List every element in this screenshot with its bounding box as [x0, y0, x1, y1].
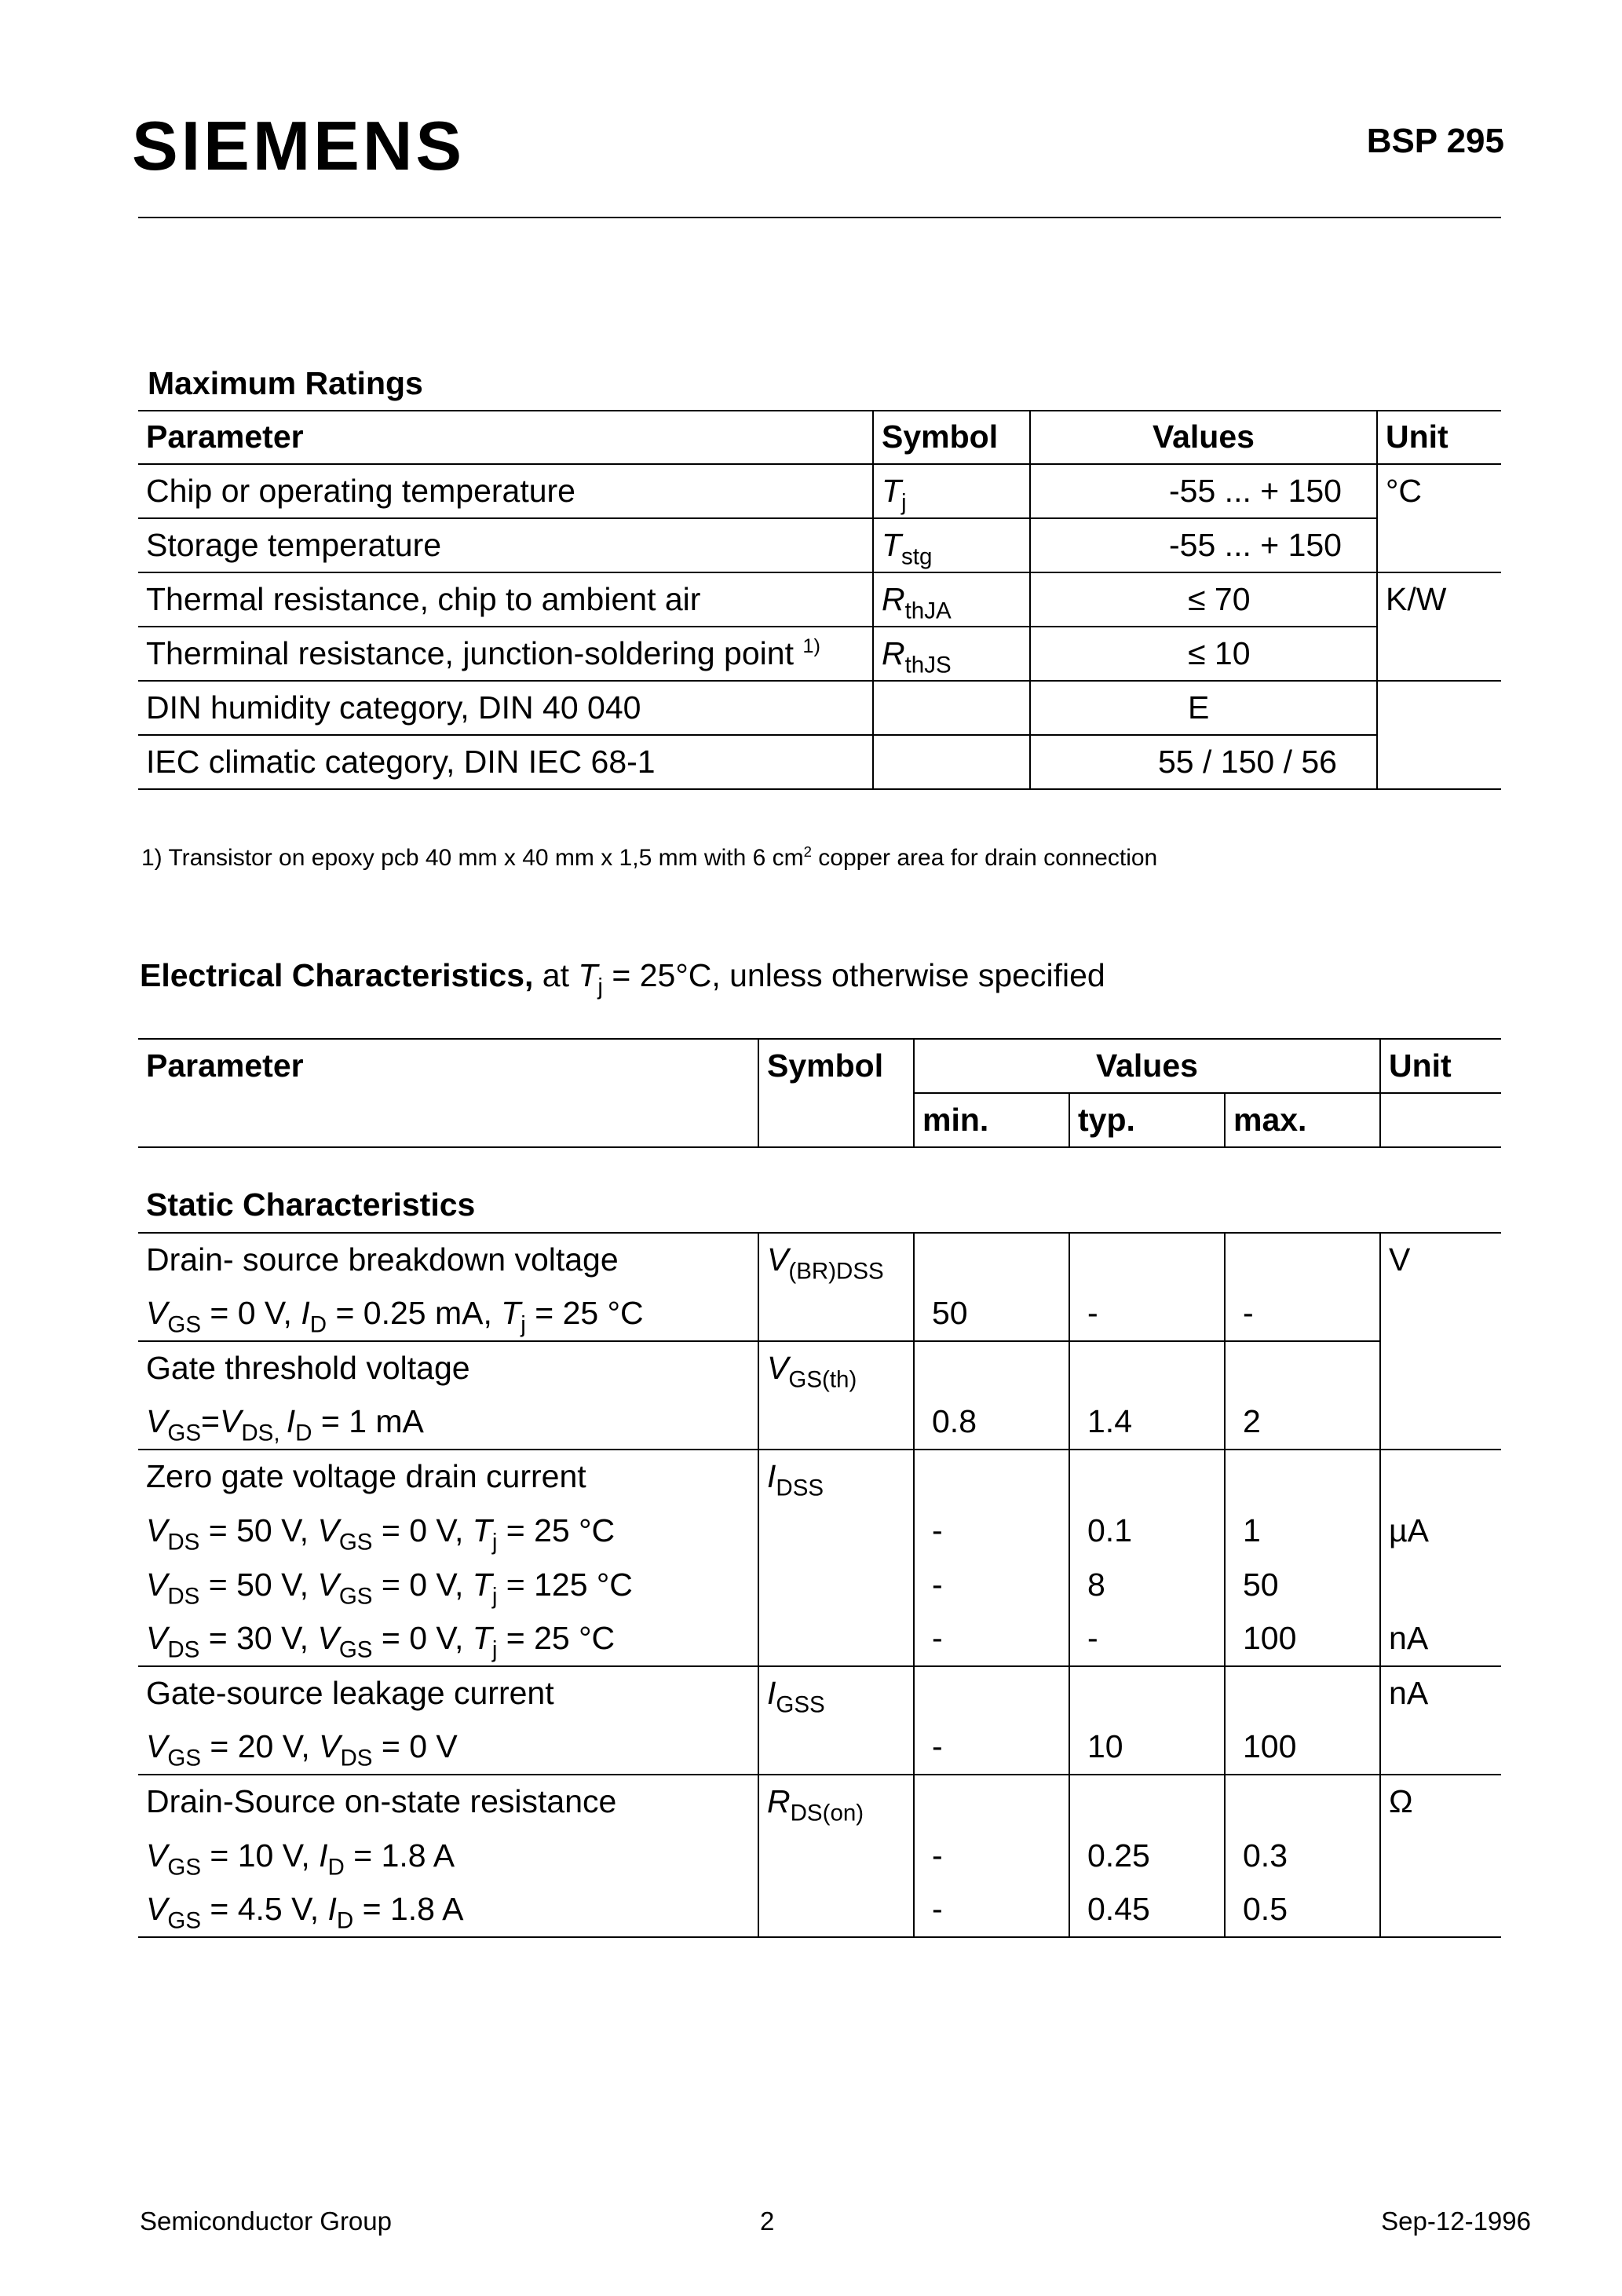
min-cell — [914, 1666, 1069, 1720]
header-symbol: Symbol — [758, 1039, 914, 1093]
symbol-cell — [758, 1883, 914, 1937]
header-parameter: Parameter — [138, 1039, 758, 1093]
min-cell: - — [914, 1829, 1069, 1883]
typ-cell — [1069, 1233, 1225, 1287]
symbol-cell: $I_{GSS}$ — [758, 1666, 914, 1720]
condition-cell: $V_{DS} = 30$ V, $V_{GS} = 0$ V, $T_j = 25$ °C — [138, 1612, 758, 1666]
electrical-characteristics-table — [138, 1038, 1501, 1938]
value-cell: -55 ... + 150 — [1030, 464, 1377, 518]
value-cell: ≤ 10 — [1030, 627, 1377, 681]
min-cell: - — [914, 1504, 1069, 1558]
typ-cell: - — [1069, 1612, 1225, 1666]
unit-cell: °C — [1386, 473, 1423, 510]
condition-row — [138, 1558, 1501, 1612]
symbol-cell: $R_{thJA}$ — [873, 572, 1030, 627]
unit-cell — [1380, 1883, 1501, 1937]
parameter-name-row — [138, 1341, 1501, 1395]
min-cell: 50 — [914, 1287, 1069, 1341]
static-characteristics-row — [138, 1179, 1501, 1233]
condition-row — [138, 1504, 1501, 1558]
typ-cell: 8 — [1069, 1558, 1225, 1612]
unit-cell — [1380, 1829, 1501, 1883]
header-values: Values — [1030, 411, 1377, 464]
min-cell: - — [914, 1720, 1069, 1775]
condition-row — [138, 1883, 1501, 1937]
parameter-name-row — [138, 1775, 1501, 1829]
header-max: max. — [1225, 1093, 1380, 1147]
page-number: 2 — [760, 2206, 775, 2236]
parameter-cell: DIN humidity category, DIN 40 040 — [138, 681, 873, 735]
typ-cell: - — [1069, 1287, 1225, 1341]
min-cell: - — [914, 1612, 1069, 1666]
static-characteristics-title: Static Characteristics — [138, 1179, 1501, 1233]
unit-cell — [1377, 681, 1501, 735]
header-min: min. — [914, 1093, 1069, 1147]
parameter-cell: Drain- source breakdown voltage — [138, 1233, 758, 1287]
value-cell: -55 ... + 150 — [1030, 518, 1377, 572]
max-cell: 100 — [1225, 1720, 1380, 1775]
unit-cell: V — [1389, 1241, 1411, 1278]
condition-cell: $V_{GS} = 0$ V, $I_D = 0.25$ mA, $T_j = 25$ °C — [138, 1287, 758, 1341]
max-cell: - — [1225, 1287, 1380, 1341]
max-cell — [1225, 1775, 1380, 1829]
parameter-cell: IEC climatic category, DIN IEC 68-1 — [138, 735, 873, 789]
condition-row — [138, 1287, 1501, 1341]
condition-row — [138, 1720, 1501, 1775]
electrical-characteristics-title: Electrical Characteristics, at $T_j = 25^\circ C$, unless otherwise specified — [140, 957, 1105, 1000]
symbol-cell: $T_{stg}$ — [873, 518, 1030, 572]
symbol-cell: $V_{(BR)DSS}$ — [758, 1233, 914, 1287]
condition-row — [138, 1829, 1501, 1883]
unit-cell: Ω — [1389, 1783, 1413, 1820]
min-cell — [914, 1341, 1069, 1395]
unit-cell — [1380, 1558, 1501, 1612]
unit-cell: nA — [1389, 1675, 1429, 1712]
symbol-cell — [873, 735, 1030, 789]
header-parameter: Parameter — [138, 411, 873, 464]
max-ratings-title: Maximum Ratings — [148, 365, 423, 401]
max-ratings-table — [138, 410, 1501, 790]
symbol-cell: $R_{DS(on)}$ — [758, 1775, 914, 1829]
max-cell — [1225, 1450, 1380, 1504]
parameter-cell: Thermal resistance, chip to ambient air — [138, 572, 873, 627]
parameter-name-row — [138, 1666, 1501, 1720]
max-cell: 100 — [1225, 1612, 1380, 1666]
max-cell — [1225, 1341, 1380, 1395]
max-rating-row — [138, 735, 1501, 789]
max-cell: 50 — [1225, 1558, 1380, 1612]
max-cell — [1225, 1233, 1380, 1287]
max-ratings-header-row — [138, 411, 1501, 464]
unit-cell — [1377, 627, 1501, 681]
footer-date: Sep-12-1996 — [1381, 2206, 1531, 2236]
symbol-cell — [758, 1829, 914, 1883]
symbol-cell — [758, 1720, 914, 1775]
footer-company: Semiconductor Group — [140, 2206, 392, 2236]
unit-cell — [1380, 1450, 1501, 1504]
parameter-cell: Zero gate voltage drain current — [138, 1450, 758, 1504]
typ-cell — [1069, 1775, 1225, 1829]
min-cell — [914, 1775, 1069, 1829]
max-cell: 1 — [1225, 1504, 1380, 1558]
min-cell: - — [914, 1883, 1069, 1937]
symbol-cell: $R_{thJS}$ — [873, 627, 1030, 681]
typ-cell: 0.25 — [1069, 1829, 1225, 1883]
ec-header-row — [138, 1039, 1501, 1093]
max-rating-row — [138, 464, 1501, 518]
header-values: Values — [914, 1039, 1380, 1093]
parameter-name-row — [138, 1233, 1501, 1287]
unit-cell — [1380, 1341, 1501, 1395]
ec-subheader-row — [138, 1093, 1501, 1147]
header-symbol: Symbol — [873, 411, 1030, 464]
typ-cell: 0.45 — [1069, 1883, 1225, 1937]
unit-cell — [1377, 735, 1501, 789]
symbol-cell: $V_{GS(th)}$ — [758, 1341, 914, 1395]
max-rating-row — [138, 627, 1501, 681]
unit-cell — [1380, 1720, 1501, 1775]
min-cell — [914, 1233, 1069, 1287]
max-cell: 0.3 — [1225, 1829, 1380, 1883]
condition-cell: $V_{GS}=V_{DS,}$ $I_D = 1$ mA — [138, 1395, 758, 1450]
condition-cell: $V_{DS} = 50$ V, $V_{GS} = 0$ V, $T_j = 125$ °C — [138, 1558, 758, 1612]
unit-cell: µA — [1389, 1512, 1429, 1548]
value-cell: 55 / 150 / 56 — [1030, 735, 1377, 789]
symbol-cell — [873, 681, 1030, 735]
min-cell — [914, 1450, 1069, 1504]
header-typ: typ. — [1069, 1093, 1225, 1147]
unit-cell — [1380, 1287, 1501, 1341]
value-cell: E — [1030, 681, 1377, 735]
typ-cell — [1069, 1341, 1225, 1395]
unit-cell: nA — [1380, 1612, 1501, 1666]
parameter-cell: Gate threshold voltage — [138, 1341, 758, 1395]
max-rating-row — [138, 681, 1501, 735]
min-cell: 0.8 — [914, 1395, 1069, 1450]
parameter-cell: Drain-Source on-state resistance — [138, 1775, 758, 1829]
symbol-cell — [758, 1504, 914, 1558]
symbol-cell: $I_{DSS}$ — [758, 1450, 914, 1504]
typ-cell: 10 — [1069, 1720, 1225, 1775]
condition-cell: $V_{GS} = 10$ V, $I_D = 1.8$ A — [138, 1829, 758, 1883]
max-cell: 0.5 — [1225, 1883, 1380, 1937]
siemens-logo: SIEMENS — [132, 107, 466, 185]
header-unit: Unit — [1380, 1039, 1501, 1093]
condition-row — [138, 1395, 1501, 1450]
max-cell: 2 — [1225, 1395, 1380, 1450]
symbol-cell — [758, 1612, 914, 1666]
max-rating-row — [138, 572, 1501, 627]
parameter-cell: Therminal resistance, junction-soldering point $^{1)}$ — [138, 627, 873, 681]
unit-cell — [1380, 1395, 1501, 1450]
typ-cell: 0.1 — [1069, 1504, 1225, 1558]
footnote: 1) Transistor on epoxy pcb 40 mm x 40 mm x 1,5 mm with 6 $cm^2$ copper area for drain connection — [141, 843, 1158, 871]
unit-cell — [1377, 518, 1501, 572]
condition-cell: $V_{GS} = 4.5$ V, $I_D = 1.8$ A — [138, 1883, 758, 1937]
parameter-name-row — [138, 1450, 1501, 1504]
symbol-cell: $T_j$ — [873, 464, 1030, 518]
typ-cell — [1069, 1450, 1225, 1504]
condition-cell: $V_{DS} = 50$ V, $V_{GS} = 0$ V, $T_j = 25$ °C — [138, 1504, 758, 1558]
header-unit: Unit — [1377, 411, 1501, 464]
parameter-cell: Storage temperature — [138, 518, 873, 572]
parameter-cell: Chip or operating temperature — [138, 464, 873, 518]
symbol-cell — [758, 1558, 914, 1612]
condition-cell: $V_{GS} = 20$ V, $V_{DS} = 0$ V — [138, 1720, 758, 1775]
symbol-cell — [758, 1287, 914, 1341]
condition-row — [138, 1612, 1501, 1666]
max-rating-row — [138, 518, 1501, 572]
max-cell — [1225, 1666, 1380, 1720]
typ-cell — [1069, 1666, 1225, 1720]
unit-cell: K/W — [1386, 581, 1447, 618]
header-divider — [138, 217, 1501, 218]
value-cell: ≤ 70 — [1030, 572, 1377, 627]
parameter-cell: Gate-source leakage current — [138, 1666, 758, 1720]
min-cell: - — [914, 1558, 1069, 1612]
symbol-cell — [758, 1395, 914, 1450]
part-number: BSP 295 — [1366, 122, 1504, 160]
typ-cell: 1.4 — [1069, 1395, 1225, 1450]
